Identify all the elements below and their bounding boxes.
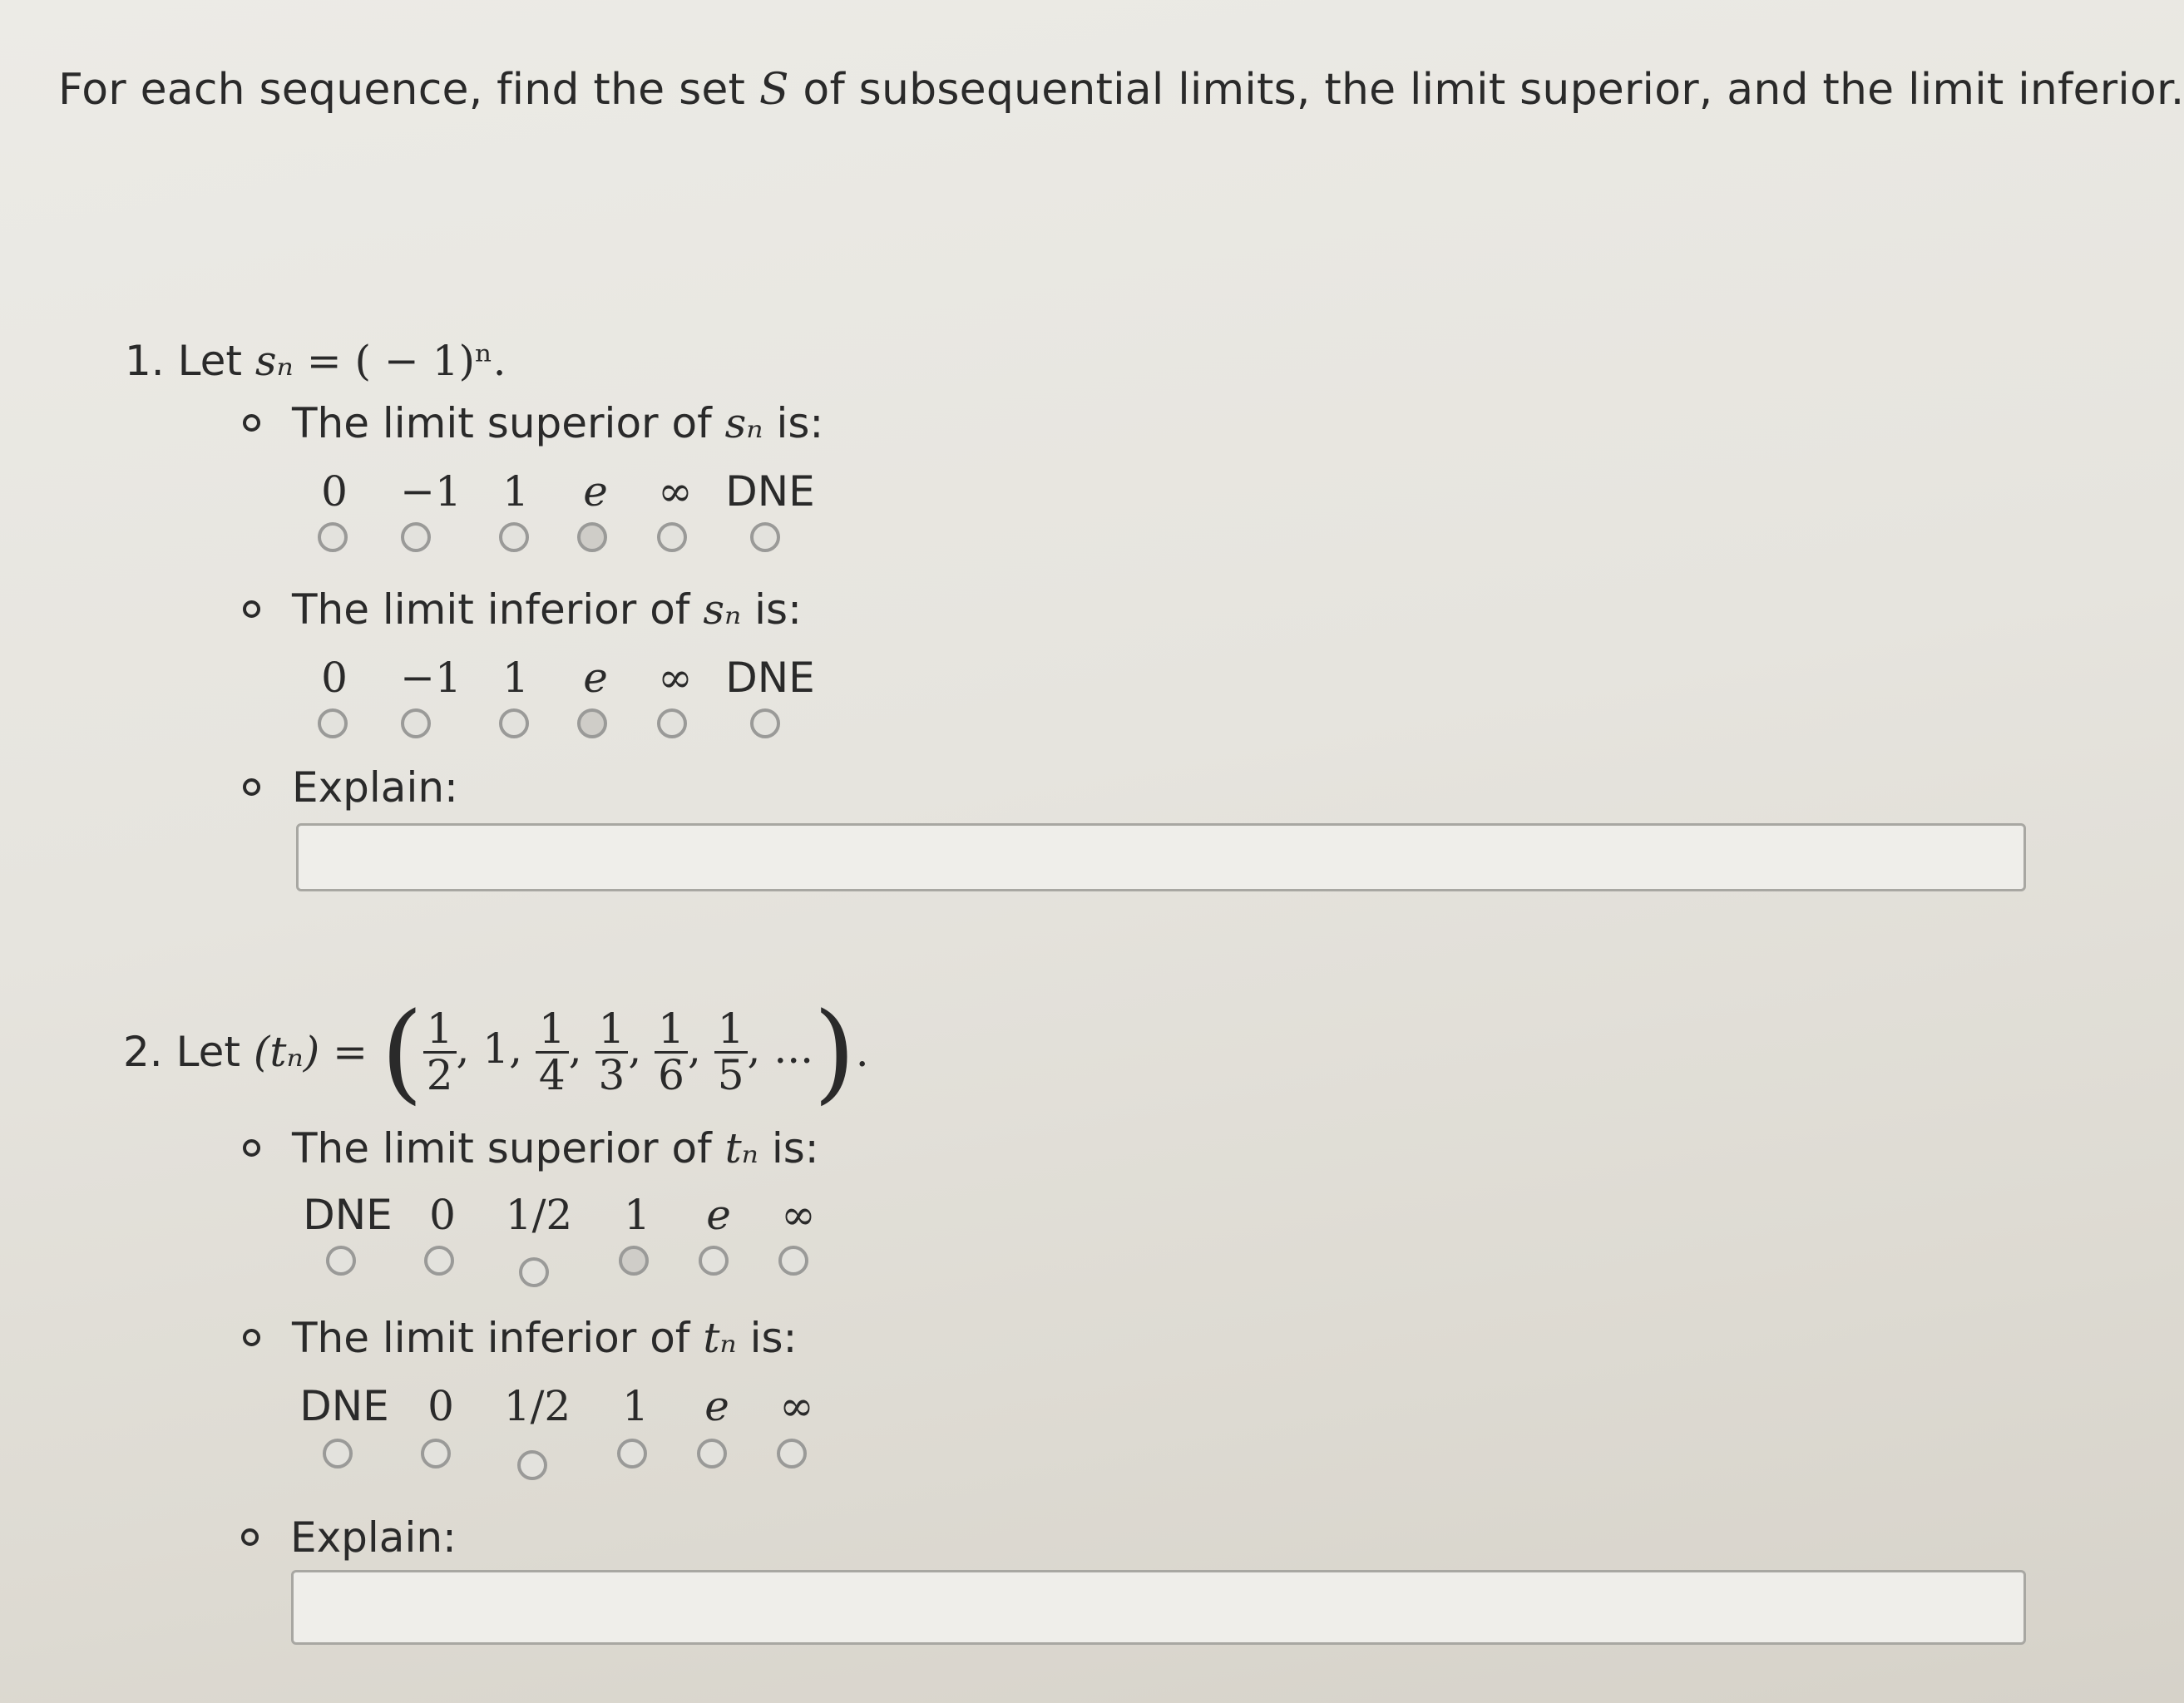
q2-liminf-radio-dne[interactable] [323, 1439, 353, 1469]
q2-number: 2. [123, 1028, 163, 1076]
q2-limsup-radio-0[interactable] [424, 1246, 454, 1276]
q2-statement [123, 981, 869, 1123]
q1-limsup-option-label: DNE [725, 467, 815, 516]
bullet-icon [243, 778, 260, 796]
q2-liminf-option-label: DNE [299, 1382, 389, 1430]
q2-equals: = [333, 1028, 368, 1076]
q1-liminf-radio-inf[interactable] [657, 708, 687, 738]
instructions-prefix: For each sequence, find the set [58, 65, 759, 115]
term-frac: $\frac{1}{3}$ [595, 1007, 629, 1097]
left-paren: ( [380, 989, 423, 1115]
q1-liminf-radio-0[interactable] [318, 708, 348, 738]
q1-limsup-radio-0[interactable] [318, 522, 348, 552]
q2-liminf-option-label: 0 [427, 1382, 454, 1430]
q1-liminf-option-label: −1 [400, 654, 462, 702]
bullet-icon [241, 1528, 259, 1546]
q1-liminf-option-label: 1 [502, 654, 529, 702]
q2-liminf-option-label: e [704, 1382, 729, 1430]
q2-limsup-radio-half[interactable] [519, 1257, 549, 1287]
term-frac: $\frac{1}{5}$ [714, 1007, 748, 1097]
q1-let: Let [177, 337, 242, 385]
q1-limsup-radio-e[interactable] [577, 522, 607, 552]
q2-explain-input[interactable] [291, 1570, 2026, 1645]
q2-liminf-option-label: 1 [622, 1382, 649, 1430]
term-frac: $\frac{1}{2}$ [423, 1007, 457, 1097]
q2-seq: (tₙ) [253, 1028, 320, 1076]
q2-limsup-radio-e[interactable] [699, 1246, 729, 1276]
set-symbol: S [758, 65, 789, 115]
term-plain: 1 [482, 1024, 510, 1073]
q1-limsup-option-label: 1 [502, 467, 529, 516]
term-frac: $\frac{1}{6}$ [655, 1007, 688, 1097]
q1-limsup-option-label: −1 [400, 467, 462, 516]
instructions [58, 65, 2184, 115]
q1-seq: sₙ [254, 337, 294, 385]
bullet-icon [243, 1329, 260, 1346]
q2-limsup-option-label: e [706, 1191, 731, 1239]
q1-liminf-radio-neg1[interactable] [401, 708, 431, 738]
q2-liminf-radio-e[interactable] [697, 1439, 727, 1469]
q2-liminf-radio-1[interactable] [617, 1439, 647, 1469]
q1-liminf-radio-dne[interactable] [750, 708, 780, 738]
q1-limsup-option-label: 0 [321, 467, 348, 516]
q1-liminf-option-label: e [583, 654, 608, 702]
q2-liminf-radio-inf[interactable] [777, 1439, 807, 1469]
q1-limsup-option-label: e [583, 467, 608, 516]
instructions-suffix: of subsequential limits, the limit superior, and the limit inferior. [788, 65, 2184, 115]
bullet-icon [243, 1139, 260, 1157]
q2-liminf-radio-half[interactable] [517, 1450, 547, 1480]
q2-explain-label: Explain: [241, 1513, 457, 1562]
q2-terms: $\frac{1}{2}$ , 1, $\frac{1}{4}$ , $\frac{1}{3}$ , $\frac{1}{6}$ , $\frac{1}{5}$ , ... [423, 1007, 813, 1097]
q2-liminf-radio-0[interactable] [421, 1439, 451, 1469]
q2-limsup-option-label: 0 [429, 1191, 456, 1239]
q2-let: Let [175, 1028, 240, 1076]
q2-liminf-label: The limit inferior of tₙ is: [243, 1314, 797, 1362]
q1-limsup-radio-1[interactable] [499, 522, 529, 552]
q1-expr: ( − 1)ⁿ. [354, 337, 506, 385]
q1-limsup-radio-dne[interactable] [750, 522, 780, 552]
q1-limsup-option-label: ∞ [658, 467, 693, 516]
q1-explain-input[interactable] [296, 823, 2026, 891]
q1-liminf-radio-1[interactable] [499, 708, 529, 738]
q2-limsup-option-label: DNE [303, 1191, 393, 1239]
term-frac: $\frac{1}{4}$ [536, 1007, 569, 1097]
q1-limsup-radio-neg1[interactable] [401, 522, 431, 552]
q2-end: . [855, 1028, 869, 1076]
q2-limsup-label: The limit superior of tₙ is: [243, 1124, 819, 1172]
bullet-icon [243, 600, 260, 618]
q2-limsup-radio-1[interactable] [619, 1246, 649, 1276]
q1-liminf-option-label: DNE [725, 654, 815, 702]
q2-limsup-option-label: 1 [624, 1191, 650, 1239]
q1-equals: = [306, 337, 342, 385]
q1-statement [125, 337, 506, 385]
q2-liminf-option-label: ∞ [779, 1382, 814, 1430]
q1-limsup-radio-inf[interactable] [657, 522, 687, 552]
q2-liminf-option-label: 1/2 [503, 1382, 571, 1430]
q1-number: 1. [125, 337, 165, 385]
q1-liminf-radio-e[interactable] [577, 708, 607, 738]
q1-liminf-option-label: 0 [321, 654, 348, 702]
q1-liminf-label: The limit inferior of sₙ is: [243, 585, 802, 634]
q2-limsup-option-label: 1/2 [505, 1191, 573, 1239]
q1-limsup-label: The limit superior of sₙ is: [243, 399, 823, 447]
bullet-icon [243, 414, 260, 432]
q2-limsup-radio-inf[interactable] [778, 1246, 808, 1276]
q2-limsup-radio-dne[interactable] [326, 1246, 356, 1276]
ellipsis: ... [773, 1024, 814, 1073]
q1-explain-label: Explain: [243, 763, 458, 812]
q2-limsup-option-label: ∞ [781, 1191, 816, 1239]
q1-liminf-option-label: ∞ [658, 654, 693, 702]
right-paren: ) [813, 989, 856, 1115]
